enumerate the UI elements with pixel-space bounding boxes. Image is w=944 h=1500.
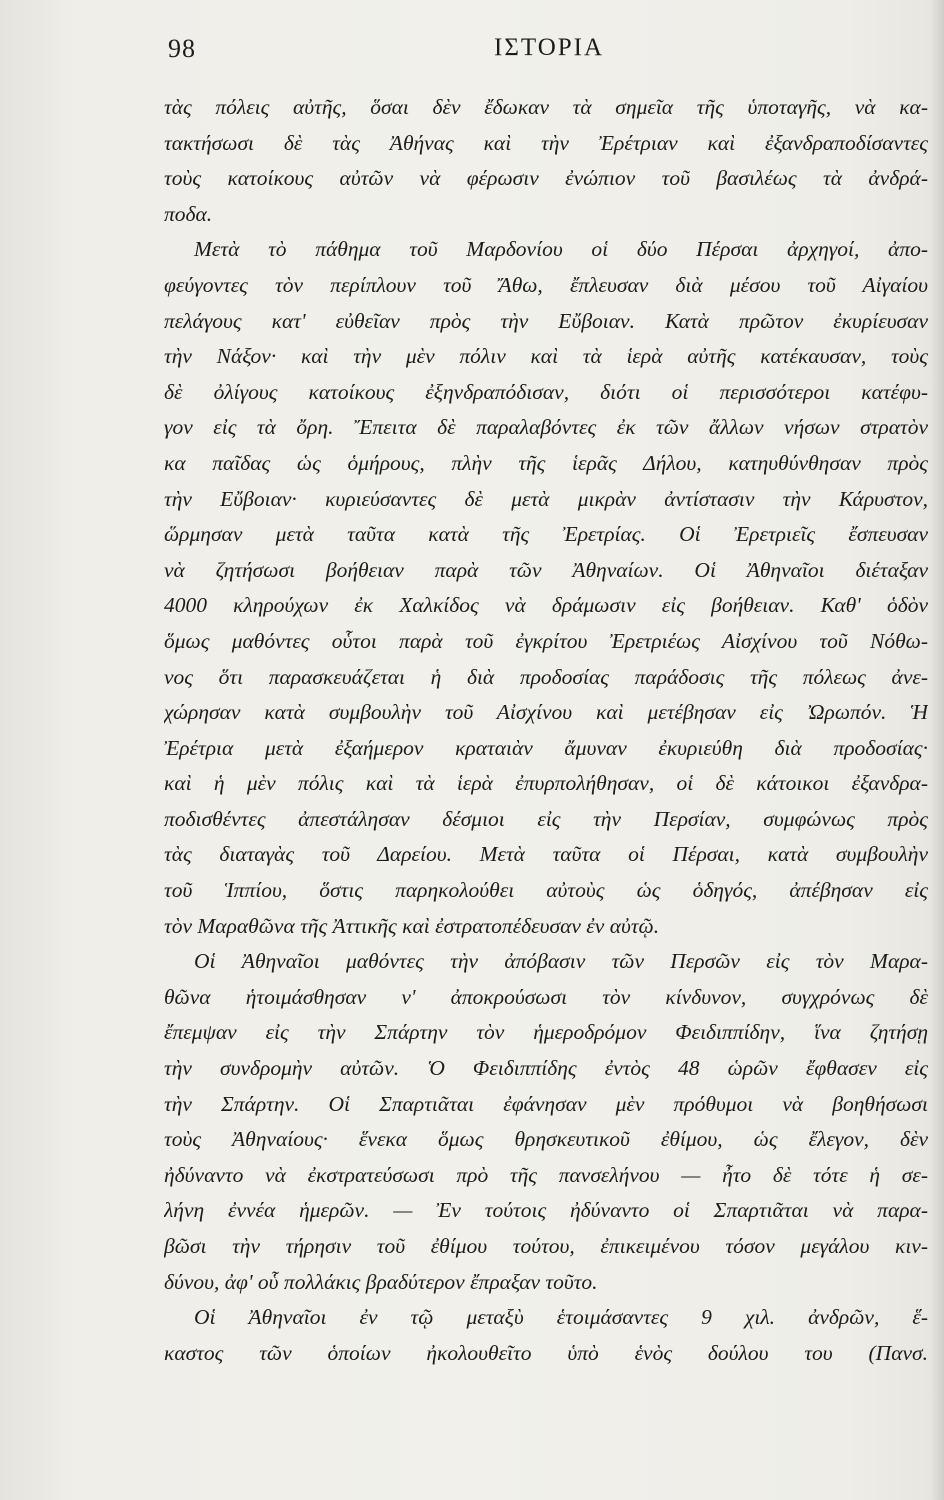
text-line: τοὺς Ἀθηναίους· ἕνεκα ὅμως θρησκευτικοῦ ἐθίμου, ὡς ἔλεγον, δὲν <box>164 1127 928 1152</box>
text-line: τὴν Εὔβοιαν· κυριεύσαντες δὲ μετὰ μικρὰν ἀντίστασιν τὴν Κάρυστον, <box>164 486 928 511</box>
text-line: 4000 κληρούχων ἐκ Χαλκίδος νὰ δράμωσιν εἰς βοήθειαν. Καθ' ὁδὸν <box>164 593 928 618</box>
body-text <box>164 90 928 1371</box>
text-line: φεύγοντες τὸν περίπλουν τοῦ Ἄθω, ἔπλευσαν διὰ μέσου τοῦ Αἰγαίου <box>164 272 928 297</box>
paragraph-start-line: Μετὰ τὸ πάθημα τοῦ Μαρδονίου οἱ δύο Πέρσαι ἀρχηγοί, ἀπο- <box>194 237 928 262</box>
text-line: κα παῖδας ὡς ὁμήρους, πλὴν τῆς ἱερᾶς Δήλου, κατηυθύνθησαν πρὸς <box>164 450 928 475</box>
text-line: ἔπεμψαν εἰς τὴν Σπάρτην τὸν ἡμεροδρόμον Φειδιππίδην, ἵνα ζητήσῃ <box>164 1020 928 1045</box>
text-line: γον εἰς τὰ ὄρη. Ἔπειτα δὲ παραλαβόντες ἐκ τῶν ἄλλων νήσων στρατὸν <box>164 415 928 440</box>
text-line: τὸν Μαραθῶνα τῆς Ἀττικῆς καὶ ἐστρατοπέδευσαν ἐν αὐτῷ. <box>164 913 660 938</box>
text-line: ποδα. <box>164 201 213 226</box>
paragraph-start-line: Οἱ Ἀθηναῖοι ἐν τῷ μεταξὺ ἑτοιμάσαντες 9 χιλ. ἀνδρῶν, ἕ- <box>194 1305 928 1330</box>
text-line: τὰς διαταγὰς τοῦ Δαρείου. Μετὰ ταῦτα οἱ Πέρσαι, κατὰ συμβουλὴν <box>164 842 928 867</box>
text-line: ἠδύναντο νὰ ἐκστρατεύσωσι πρὸ τῆς πανσελήνου — ἦτο δὲ τότε ἡ σε- <box>164 1162 928 1187</box>
text-line: δὲ ὀλίγους κατοίκους ἐξηνδραπόδισαν, διότι οἱ περισσότεροι κατέφυ- <box>164 379 928 404</box>
text-line: νὰ ζητήσωσι βοήθειαν παρὰ τῶν Ἀθηναίων. Οἱ Ἀθηναῖοι διέταξαν <box>164 557 928 582</box>
text-line: τὴν Νάξον· καὶ τὴν μὲν πόλιν καὶ τὰ ἱερὰ αὐτῆς κατέκαυσαν, τοὺς <box>164 344 928 369</box>
text-line: τοῦ Ἱππίου, ὅστις παρηκολούθει αὐτοὺς ὡς ὁδηγός, ἀπέβησαν εἰς <box>164 878 928 903</box>
text-line: τὴν Σπάρτην. Οἱ Σπαρτιᾶται ἐφάνησαν μὲν πρόθυμοι νὰ βοηθήσωσι <box>164 1091 928 1116</box>
paragraph-start-line: Οἱ Ἀθηναῖοι μαθόντες τὴν ἀπόβασιν τῶν Περσῶν εἰς τὸν Μαρα- <box>194 949 928 974</box>
text-line: τὴν συνδρομὴν αὐτῶν. Ὁ Φειδιππίδης ἐντὸς 48 ὡρῶν ἔφθασεν εἰς <box>164 1056 928 1081</box>
text-line: λήνη ἐννέα ἡμερῶν. — Ἐν τούτοις ἠδύναντο οἱ Σπαρτιᾶται νὰ παρα- <box>164 1198 928 1223</box>
text-line: νος ὅτι παρασκευάζεται ἡ διὰ προδοσίας παράδοσις τῆς πόλεως ἀνε- <box>164 664 928 689</box>
text-line: ὥρμησαν μετὰ ταῦτα κατὰ τῆς Ἐρετρίας. Οἱ Ἐρετριεῖς ἔσπευσαν <box>164 522 928 547</box>
page-header <box>0 34 944 74</box>
text-line: ποδισθέντες ἀπεστάλησαν δέσμιοι εἰς τὴν Περσίαν, συμφώνως πρὸς <box>164 806 928 831</box>
text-line: ὅμως μαθόντες οὗτοι παρὰ τοῦ ἐγκρίτου Ἐρετριέως Αἰσχίνου τοῦ Νόθω- <box>164 628 928 653</box>
text-line: καὶ ἡ μὲν πόλις καὶ τὰ ἱερὰ ἐπυρπολήθησαν, οἱ δὲ κάτοικοι ἐξανδρα- <box>164 771 928 796</box>
page-edge-shadow <box>930 0 944 1500</box>
page-number: 98 <box>168 34 196 63</box>
text-line: τακτήσωσι δὲ τὰς Ἀθήνας καὶ τὴν Ἐρέτριαν καὶ ἐξανδραποδίσαντες <box>164 130 928 155</box>
text-line: βῶσι τὴν τήρησιν τοῦ ἐθίμου τούτου, ἐπικειμένου τόσον μεγάλου κιν- <box>164 1234 928 1258</box>
text-line: πελάγους κατ' εὐθεῖαν πρὸς τὴν Εὔβοιαν. Κατὰ πρῶτον ἐκυρίευσαν <box>164 308 928 333</box>
text-line: τοὺς κατοίκους αὐτῶν νὰ φέρωσιν ἐνώπιον τοῦ βασιλέως τὰ ἀνδρά- <box>164 166 928 191</box>
text-line: θῶνα ἡτοιμάσθησαν ν' ἀποκρούσωσι τὸν κίνδυνον, συγχρόνως δὲ <box>164 984 928 1009</box>
text-line: χώρησαν κατὰ συμβουλὴν τοῦ Αἰσχίνου καὶ μετέβησαν εἰς Ὠρωπόν. Ἡ <box>164 700 928 725</box>
text-line: τὰς πόλεις αὐτῆς, ὅσαι δὲν ἔδωκαν τὰ σημεῖα τῆς ὑποταγῆς, νὰ κα- <box>164 95 928 119</box>
text-line: καστος τῶν ὁποίων ἠκολουθεῖτο ὑπὸ ἑνὸς δούλου του (Πανσ. <box>164 1340 928 1365</box>
text-line: δύνου, ἀφ' οὗ πολλάκις βραδύτερον ἔπραξαν τοῦτο. <box>164 1269 598 1294</box>
text-line: Ἐρέτρια μετὰ ἐξαήμερον κραταιὰν ἄμυναν ἐκυριεύθη διὰ προδοσίας· <box>164 735 928 760</box>
running-title: ΙΣΤΟΡΙΑ <box>494 34 605 61</box>
